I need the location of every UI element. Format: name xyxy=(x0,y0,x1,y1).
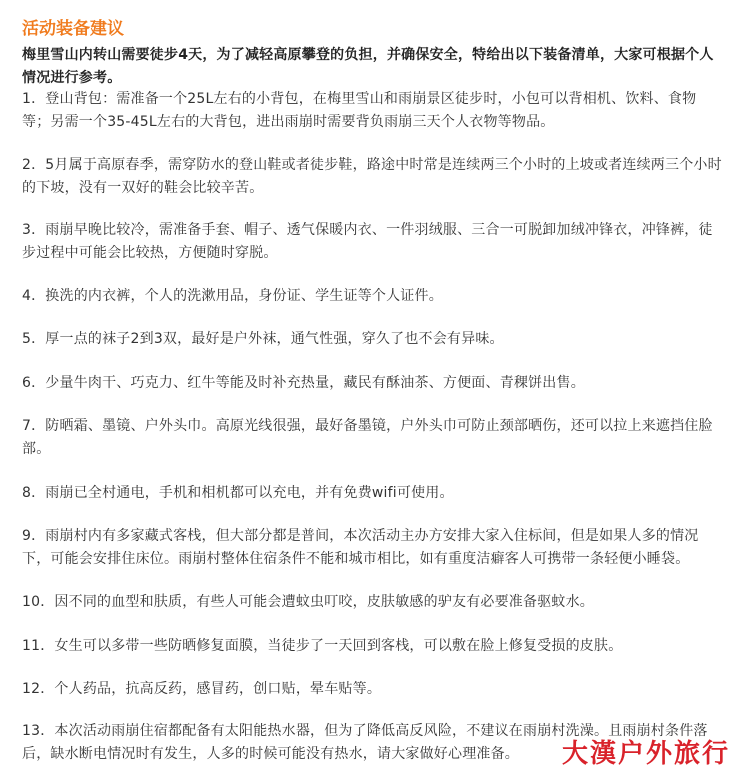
list-item: 3．雨崩早晚比较冷，需准备手套、帽子、透气保暖内衣、一件羽绒服、三合一可脱卸加绒冲锋衣，冲锋裤，徒步过程中可能会比较热，方便随时穿脱。 xyxy=(22,222,713,261)
brand-watermark: 大漢户外旅行 xyxy=(561,739,730,769)
section-title: 活动装备建议 xyxy=(22,19,124,39)
list-item: 12．个人药品，抗高反药，感冒药，创口贴，晕车贴等。 xyxy=(22,681,382,697)
list-item: 5．厚一点的袜子2到3双，最好是户外袜，通气性强，穿久了也不会有异味。 xyxy=(22,331,504,347)
list-item: 10．因不同的血型和肤质，有些人可能会遭蚊虫叮咬，皮肤敏感的驴友有必要准备驱蚊水。 xyxy=(22,594,595,610)
list-item: 9．雨崩村内有多家藏式客栈，但大部分都是普间，本次活动主办方安排大家入住标间，但是如果人多的情况下，可能会安排住床位。雨崩村整体住宿条件不能和城市相比，如有重度洁癖客人可携带一条轻便小睡袋。 xyxy=(22,528,699,567)
intro-paragraph: 梅里雪山内转山需要徒步4天，为了减轻高原攀登的负担，并确保安全，特给出以下装备清单，大家可根据个人情况进行参考。 xyxy=(22,47,714,86)
list-item: 1．登山背包：需准备一个25L左右的小背包，在梅里雪山和雨崩景区徒步时，小包可以背相机、饮料、食物等；另需一个35-45L左右的大背包，进出雨崩时需要背负雨崩三天个人衣物等物品。 xyxy=(22,91,697,130)
list-item: 8．雨崩已全村通电，手机和相机都可以充电，并有免费wifi可使用。 xyxy=(22,485,454,501)
list-item: 2．5月属于高原春季，需穿防水的登山鞋或者徒步鞋，路途中时常是连续两三个小时的上坡或者连续两三个小时的下坡，没有一双好的鞋会比较辛苦。 xyxy=(22,157,722,196)
list-item: 13．本次活动雨崩住宿都配备有太阳能热水器，但为了降低高反风险，不建议在雨崩村洗澡。且雨崩村条件落后，缺水断电情况时有发生，人多的时候可能没有热水，请大家做好心理准备。 xyxy=(22,723,708,762)
list-item: 6．少量牛肉干、巧克力、红牛等能及时补充热量，藏民有酥油茶、方便面、青稞饼出售。 xyxy=(22,375,585,391)
list-item: 4．换洗的内衣裤，个人的洗漱用品，身份证、学生证等个人证件。 xyxy=(22,288,443,304)
list-item: 11．女生可以多带一些防晒修复面膜，当徒步了一天回到客栈，可以敷在脸上修复受损的皮肤。 xyxy=(22,638,623,654)
list-item: 7．防晒霜、墨镜、户外头巾。高原光线很强，最好备墨镜，户外头巾可防止颈部晒伤，还可以拉上来遮挡住脸部。 xyxy=(22,418,713,457)
